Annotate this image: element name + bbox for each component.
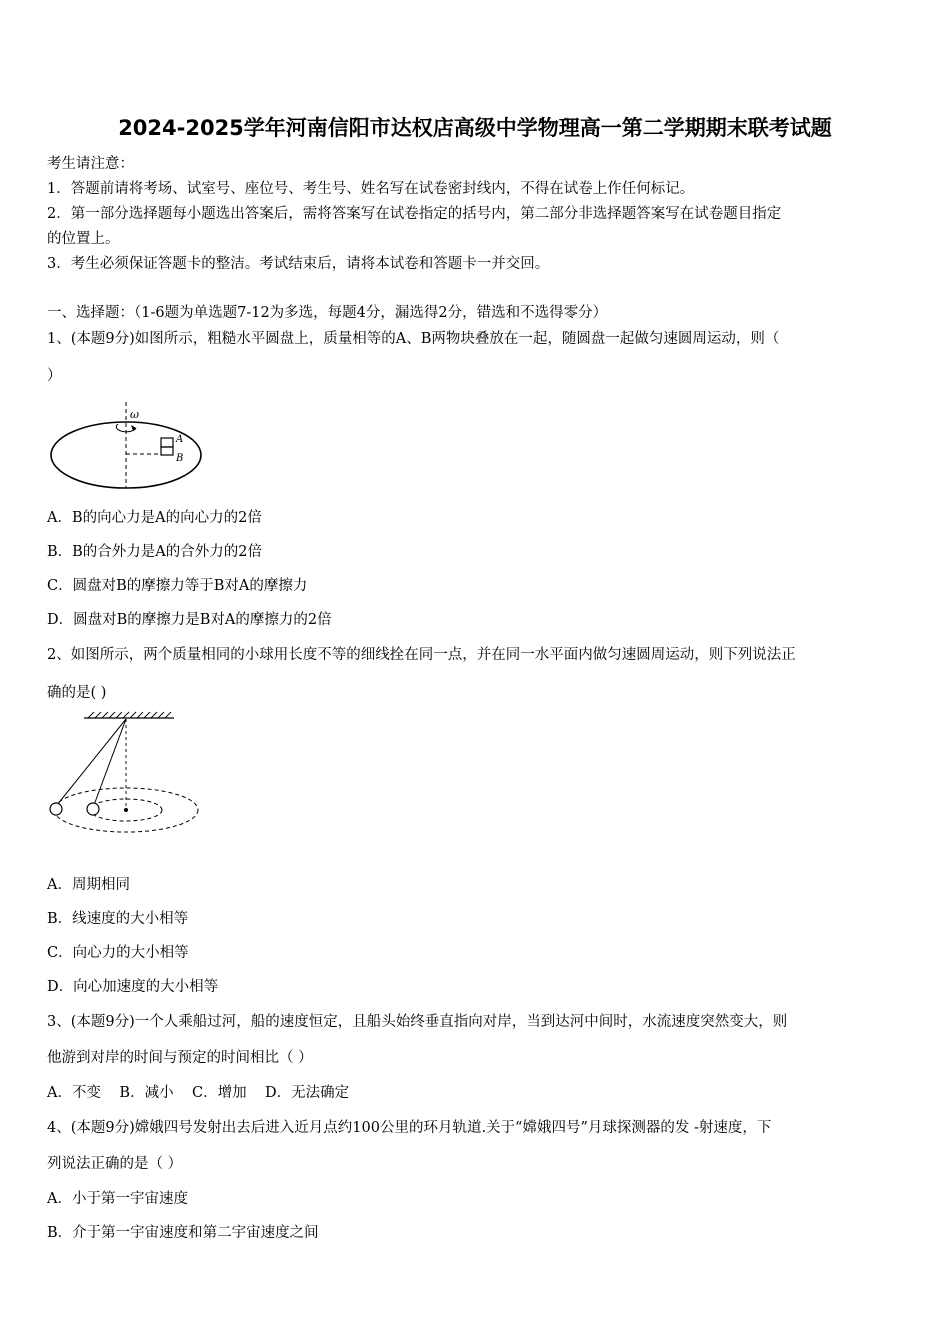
question-1-stem: 1、(本题9分)如图所示，粗糙水平圆盘上，质量相等的A、B两物块叠放在一起，随圆盘一起做匀速圆周运动，则（ xyxy=(47,331,780,347)
q4-option-b: B．介于第一宇宙速度和第二宇宙速度之间 xyxy=(47,1225,319,1241)
q4-option-a: A．小于第一宇宙速度 xyxy=(47,1191,188,1207)
question-2-stem-cont: 确的是( ) xyxy=(47,685,107,701)
q2-option-d: D．向心加速度的大小相等 xyxy=(47,979,219,995)
notice-item: 2．第一部分选择题每小题选出答案后，需将答案写在试卷指定的括号内，第二部分非选择题答案写在试卷题目指定 xyxy=(47,206,782,222)
page-title: 2024-2025学年河南信阳市达权店高级中学物理高一第二学期期末联考试题 xyxy=(118,116,832,140)
notice-item: 1．答题前请将考场、试室号、座位号、考生号、姓名写在试卷密封线内，不得在试卷上作任何标记。 xyxy=(47,181,695,197)
question-1-stem-cont: ） xyxy=(47,368,62,384)
label-a: A xyxy=(176,434,184,445)
figure-conical-pendulums xyxy=(44,710,204,840)
omega-label: ω xyxy=(130,408,139,421)
question-4-stem-cont: 列说法正确的是（ ） xyxy=(47,1156,183,1172)
question-4-stem: 4、(本题9分)嫦娥四号发射出去后进入近月点约100公里的环月轨道.关于“嫦娥四号”月球探测器的发 -射速度，下 xyxy=(47,1120,772,1136)
q3-options: A．不变 B．减小 C．增加 D．无法确定 xyxy=(47,1085,350,1101)
q2-option-b: B．线速度的大小相等 xyxy=(47,911,189,927)
figure-rotating-disk xyxy=(48,400,208,495)
q1-option-d: D．圆盘对B的摩擦力是B对A的摩擦力的2倍 xyxy=(47,612,332,628)
notice-item: 3．考生必须保证答题卡的整洁。考试结束后，请将本试卷和答题卡一并交回。 xyxy=(47,256,550,272)
question-2-stem: 2、如图所示，两个质量相同的小球用长度不等的细线拴在同一点，并在同一水平面内做匀速圆周运动，则下列说法正 xyxy=(47,647,796,663)
q2-option-c: C．向心力的大小相等 xyxy=(47,945,189,961)
q1-option-b: B．B的合外力是A的合外力的2倍 xyxy=(47,544,263,560)
notice-heading: 考生请注意： xyxy=(47,156,134,172)
question-3-stem-cont: 他游到对岸的时间与预定的时间相比（ ） xyxy=(47,1050,313,1066)
q1-option-a: A．B的向心力是A的向心力的2倍 xyxy=(47,510,262,526)
label-b: B xyxy=(176,453,184,464)
notice-item: 的位置上。 xyxy=(47,231,120,247)
section-heading: 一、选择题：（1-6题为单选题7-12为多选，每题4分，漏选得2分，错选和不选得零分） xyxy=(47,305,608,321)
q2-option-a: A．周期相同 xyxy=(47,877,130,893)
question-3-stem: 3、(本题9分)一个人乘船过河，船的速度恒定，且船头始终垂直指向对岸，当到达河中间时，水流速度突然变大，则 xyxy=(47,1014,788,1030)
q1-option-c: C．圆盘对B的摩擦力等于B对A的摩擦力 xyxy=(47,578,308,594)
